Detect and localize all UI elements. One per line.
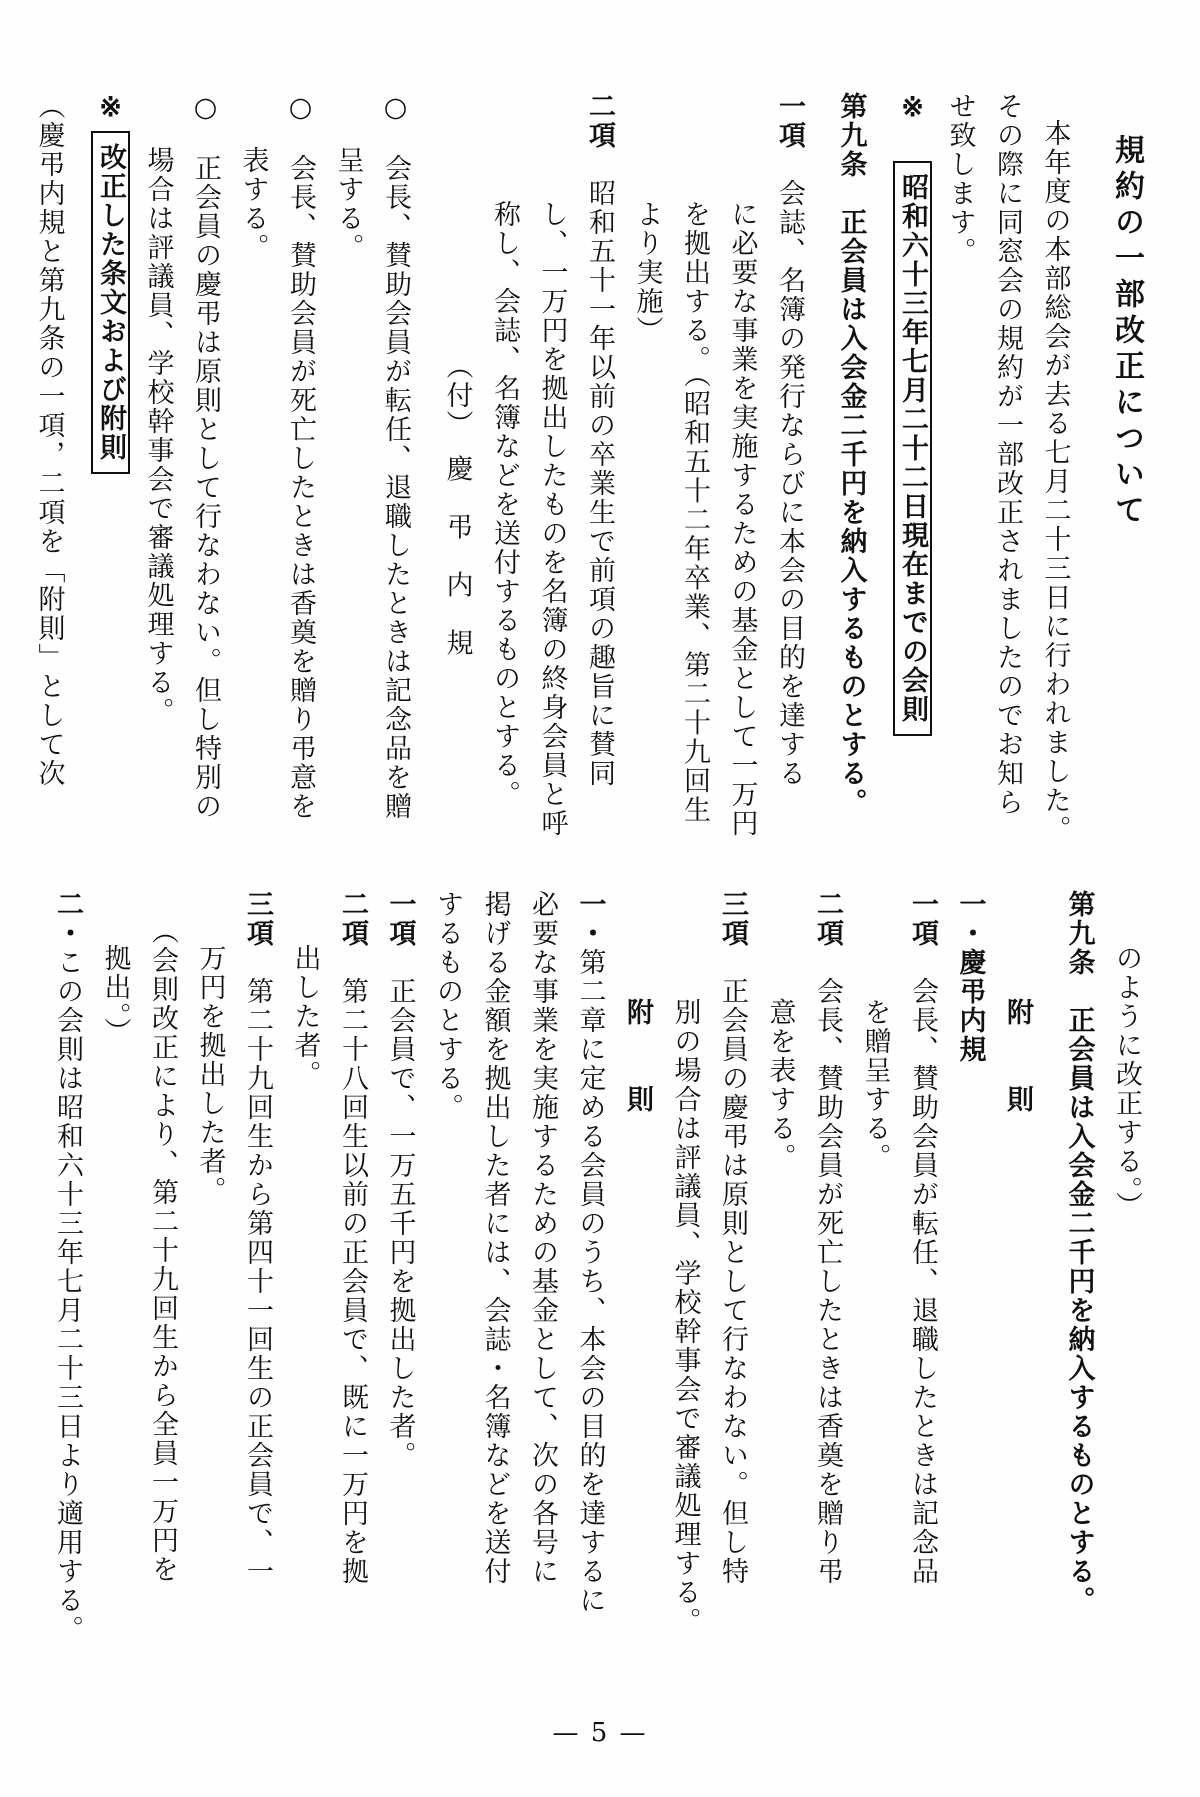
condolence-item-1-line-1: ○ 会長、賛助会員が転任、退職したときは記念品を贈	[380, 92, 411, 821]
section-1-clause-2-line-1: 二項 会長、賛助会員が死亡したときは香奠を贈り弔	[812, 890, 843, 1586]
old-clause2-line-3: 称し、会誌、名簿などを送付するものとする。	[489, 200, 520, 809]
section-1-clause-2-line-2: 意を表する。	[764, 998, 796, 1172]
intro-line-2: その際に同窓会の規約が一部改正されましたのでお知ら	[992, 92, 1023, 817]
condolence-item-2-line-2: 表する。	[237, 146, 269, 262]
circle-bullet-icon: ○	[380, 92, 411, 125]
section-2-clause-3-line-2: 万円を拠出した者。	[194, 944, 226, 1205]
old-clause2-line-1: 二項 昭和五十一年以前の卒業生で前項の趣旨に賛同	[584, 92, 615, 788]
reference-mark: ※	[95, 92, 126, 125]
bottom-section	[40, 890, 1150, 1660]
revised-heading: 改正した条文および附則	[91, 131, 130, 474]
new-article-9	[1055, 890, 1103, 1660]
revised-note-line-2: のように改正する。）	[1111, 944, 1142, 1221]
section-2-clause-2-line-1: 二項 第二十八回生以前の正会員で、既に一万円を拠	[337, 890, 368, 1586]
supplement-2-heading: 附 則	[622, 998, 653, 1114]
old-clause1-line-3: を拠出する。（昭和五十二年卒業、第二十九回生	[679, 200, 710, 825]
section-1-title: 一・慶弔内規	[954, 890, 986, 1064]
old-rules-heading: 昭和六十三年七月二十二日現在までの会則	[893, 161, 932, 736]
reference-mark: ※	[897, 92, 928, 125]
old-clause1-line-2: に必要な事業を実施するための基金として一万円	[726, 200, 758, 838]
old-article-text: 正会員は入会金二千円を納入するものとする。	[835, 208, 867, 817]
section-1-clause-3-line-1: 三項 正会員の慶弔は原則として行なわない。但し特	[717, 890, 748, 1586]
section-2-line-1: 一・第二章に定める会員のうち、本会の目的を達するに	[574, 890, 606, 1615]
top-section	[33, 92, 1150, 862]
old-rules-heading-row	[889, 92, 937, 862]
revised-heading-row	[87, 92, 135, 862]
condolence-item-2-line-1: ○ 会長、賛助会員が死亡したときは香奠を贈り弔意を	[285, 92, 316, 821]
intro-line-3: せ致します。	[944, 92, 976, 266]
section-2-note-line-2: 拠出。）	[99, 944, 131, 1047]
old-clause2-label: 二項	[584, 92, 615, 150]
revised-note-line-1: （慶弔内規と第九条の一項，二項を「附則」として次	[33, 92, 65, 788]
section-2-clause-1: 一項 正会員で、一万五千円を拠出した者。	[384, 890, 416, 1470]
condolence-item-3-line-2: 場合は評議員、学校幹事会で審議処理する。	[142, 146, 174, 726]
section-2-line-3: 掲げる金額を拠出した者には、会誌・名簿などを送付	[479, 890, 511, 1586]
old-article-9	[827, 92, 875, 862]
circle-bullet-icon: ○	[190, 92, 221, 125]
old-clause2-line-2: し、一万円を拠出したものを名簿の終身会員と呼	[536, 200, 568, 838]
section-1-clause-3-line-2: 別の場合は評議員、学校幹事会で審議処理する。	[669, 998, 701, 1636]
supplement-1-heading: 附 則	[1002, 998, 1033, 1114]
intro-line-1: 本年度の本部総会が去る七月二十三日に行われました。	[1039, 119, 1071, 844]
section-2-note-line-1: （会則改正により、第二十九回生から全員一万円を	[147, 917, 178, 1584]
page-title: 規約の一部改正について	[1109, 134, 1144, 530]
section-2-clause-3-line-1: 三項 第二十九回生から第四十一回生の正会員で、一	[242, 890, 273, 1586]
section-2-line-4: するものとする。	[432, 890, 463, 1122]
condolence-heading: （付） 慶 弔 内 規	[441, 352, 473, 658]
old-clause1-label: 一項	[774, 92, 805, 150]
section-1-clause-1-line-1: 一項 会長、賛助会員が転任、退職したときは記念品	[907, 890, 938, 1586]
new-article-text: 正会員は入会金二千円を納入するものとする。	[1063, 1006, 1095, 1615]
circle-bullet-icon: ○	[285, 92, 316, 125]
page-number: — 5 —	[552, 1718, 648, 1748]
section-3-line: 二・この会則は昭和六十三年七月二十三日より適用する。	[52, 890, 83, 1644]
new-article-label: 第九条	[1063, 890, 1095, 977]
old-clause1-line-4: より実施）	[631, 200, 663, 345]
section-2-clause-2-line-2: 出した者。	[289, 944, 321, 1089]
condolence-item-1-line-2: 呈する。	[332, 146, 364, 262]
section-1-clause-1-line-2: を贈呈する。	[859, 998, 891, 1172]
section-2-line-2: 必要な事業を実施するための基金として、次の各号に	[527, 890, 558, 1586]
old-article-label: 第九条	[835, 92, 867, 179]
condolence-item-3-line-1: ○ 正会員の慶弔は原則として行なわない。但し特別の	[190, 92, 221, 821]
old-clause1-line-1: 一項 会誌、名簿の発行ならびに本会の目的を達する	[774, 92, 805, 788]
